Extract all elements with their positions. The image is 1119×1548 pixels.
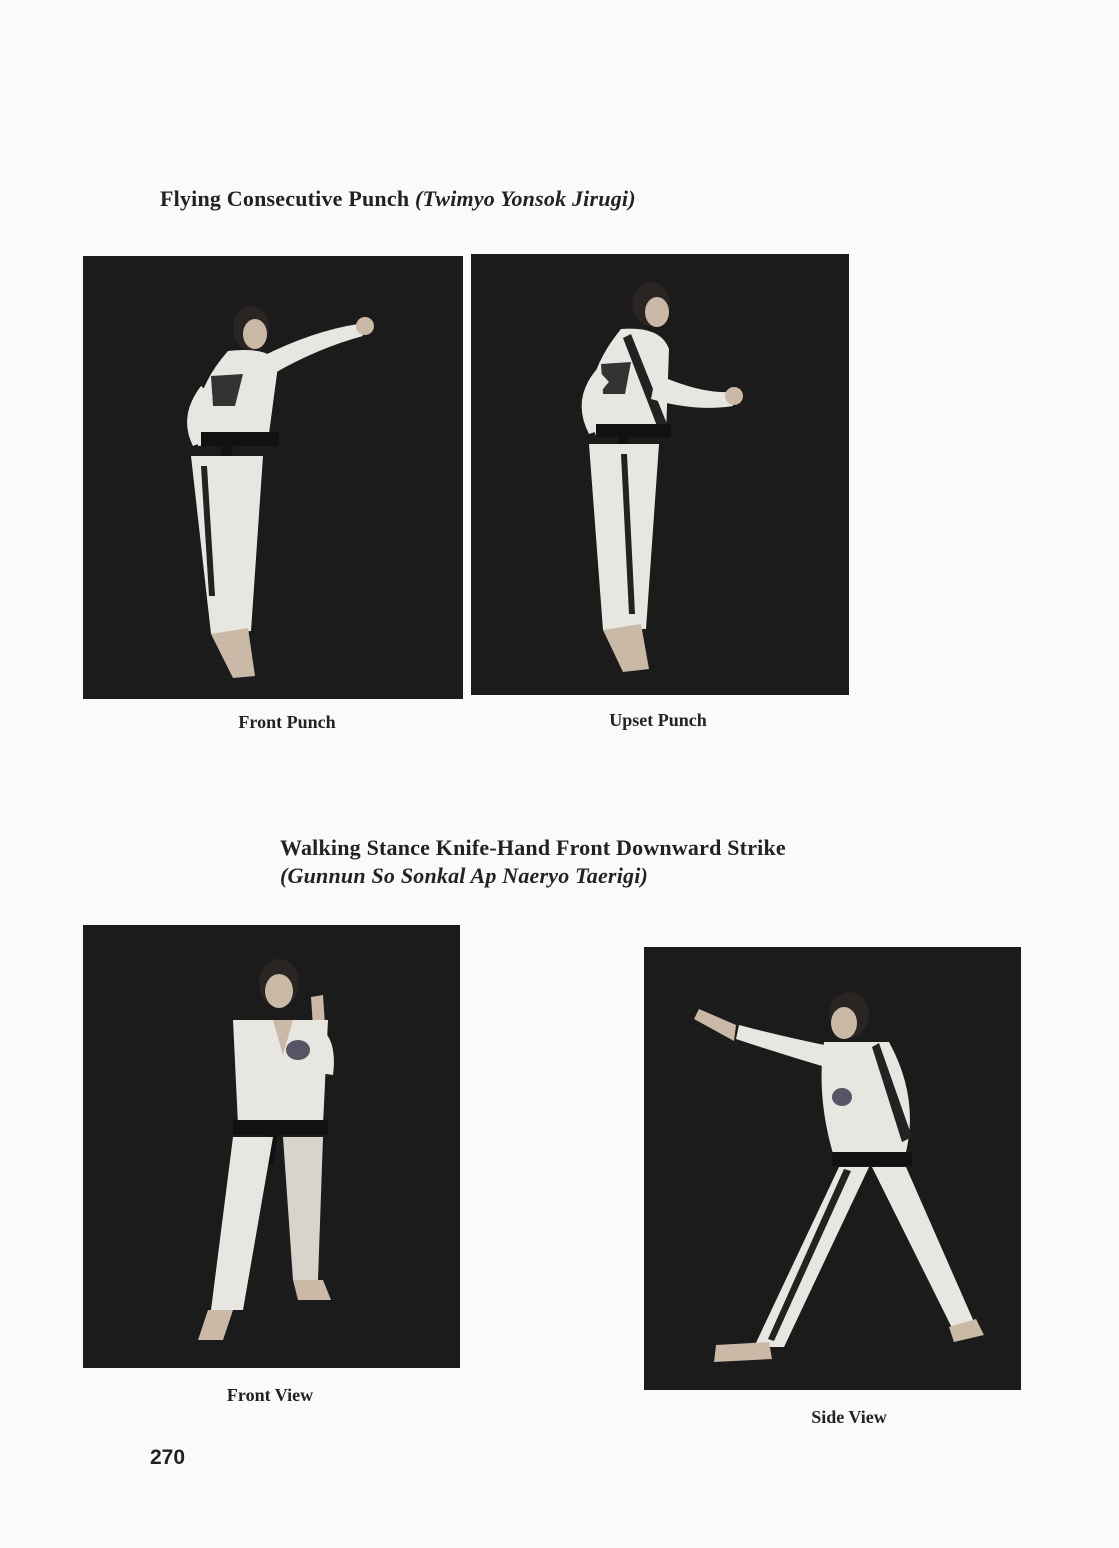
front-punch-figure [83,256,463,699]
caption-front-punch: Front Punch [238,712,336,732]
section2-title: Walking Stance Knife-Hand Front Downward Strike [280,835,786,860]
caption-side-view: Side View [811,1407,887,1427]
photo-front-punch [83,256,463,699]
photo-side-view [644,947,1021,1390]
section1-title: Flying Consecutive Punch [160,186,410,211]
photo-upset-punch [471,254,849,695]
side-view-figure [644,947,1021,1390]
page-number: 270 [150,1446,186,1469]
upset-punch-figure [471,254,849,695]
section2-heading [280,834,786,890]
section1-native-title: (Twimyo Yonsok Jirugi) [414,186,636,211]
section2-native-title: (Gunnun So Sonkal Ap Naeryo Taerigi) [280,863,649,888]
front-view-figure [83,925,460,1368]
photo-front-view [83,925,460,1368]
caption-upset-punch: Upset Punch [609,710,707,730]
section1-heading [160,186,636,212]
caption-front-view: Front View [226,1385,314,1405]
